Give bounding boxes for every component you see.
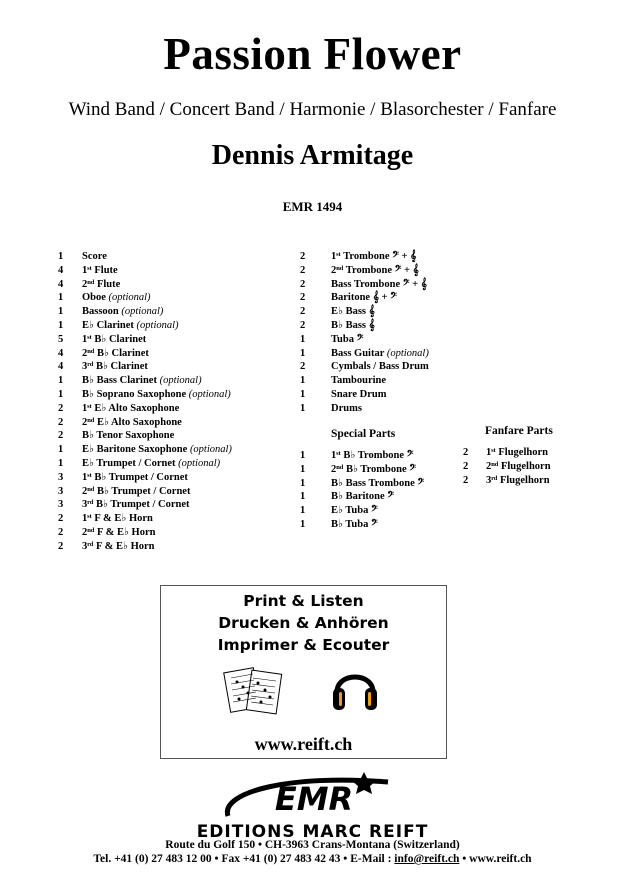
publisher-name: EDITIONS MARC REIFT bbox=[196, 822, 429, 842]
promo-line-german: Drucken & Anhören bbox=[218, 614, 389, 632]
part-name bbox=[82, 319, 179, 333]
part-quantity: 1 bbox=[300, 463, 306, 475]
part-row bbox=[300, 504, 460, 518]
part-instrument: E♭ Baritone Saxophone bbox=[82, 444, 188, 456]
catalog-number: EMR 1494 bbox=[282, 199, 343, 214]
part-row bbox=[58, 333, 298, 347]
part-name bbox=[82, 402, 179, 416]
part-row bbox=[300, 388, 460, 402]
website-link[interactable]: www.reift.ch bbox=[254, 734, 353, 754]
part-name bbox=[331, 291, 397, 305]
promo-line-english: Print & Listen bbox=[243, 592, 364, 610]
part-quantity: 2 bbox=[300, 264, 306, 276]
part-quantity: 2 bbox=[300, 278, 306, 290]
part-quantity: 4 bbox=[58, 361, 64, 373]
part-instrument: 3ʳᵈ B♭ Trumpet / Cornet bbox=[82, 499, 190, 511]
part-name bbox=[82, 512, 153, 526]
piece-title: Passion Flower bbox=[163, 29, 462, 79]
composer-name: Dennis Armitage bbox=[211, 140, 414, 171]
part-name bbox=[82, 498, 190, 512]
part-name bbox=[331, 490, 394, 504]
part-name bbox=[331, 449, 413, 463]
part-quantity: 5 bbox=[58, 333, 64, 345]
part-quantity: 3 bbox=[58, 471, 64, 483]
part-row bbox=[300, 347, 460, 361]
sheet-music-icon bbox=[223, 664, 285, 716]
part-quantity: 1 bbox=[58, 292, 64, 304]
part-quantity: 1 bbox=[58, 444, 64, 456]
part-quantity: 1 bbox=[300, 333, 306, 345]
part-instrument: Bassoon bbox=[82, 306, 119, 318]
part-quantity: 4 bbox=[58, 278, 64, 290]
part-instrument: 1ˢᵗ Flugelhorn bbox=[486, 447, 548, 458]
part-row bbox=[300, 360, 460, 374]
part-name bbox=[331, 402, 362, 416]
part-name bbox=[82, 305, 163, 319]
part-row bbox=[300, 291, 460, 305]
part-instrument: 2ⁿᵈ Flugelhorn bbox=[486, 460, 551, 472]
part-name bbox=[331, 360, 429, 374]
part-instrument: B♭ Bass Trombone 𝄢 bbox=[331, 477, 425, 489]
part-instrument: E♭ Tuba 𝄢 bbox=[331, 505, 378, 517]
part-name bbox=[331, 477, 424, 491]
part-instrument: 1ˢᵗ B♭ Clarinet bbox=[82, 333, 147, 345]
part-row bbox=[58, 347, 298, 361]
part-quantity: 2 bbox=[58, 430, 64, 442]
part-instrument: E♭ Trumpet / Cornet bbox=[82, 457, 176, 469]
part-quantity: 2 bbox=[300, 251, 306, 262]
part-row bbox=[58, 540, 298, 554]
part-quantity: 1 bbox=[300, 388, 306, 400]
parts-list-middle bbox=[300, 250, 460, 416]
part-instrument: 2ⁿᵈ B♭ Trombone 𝄢 bbox=[331, 463, 416, 475]
part-instrument: 2ⁿᵈ F & E♭ Horn bbox=[82, 526, 156, 538]
part-name bbox=[331, 305, 375, 319]
fanfare-parts-list bbox=[463, 446, 603, 487]
part-instrument: Tuba 𝄢 bbox=[331, 333, 364, 345]
part-quantity: 2 bbox=[463, 460, 469, 472]
part-instrument: B♭ Bass 𝄞 bbox=[331, 319, 375, 331]
promo-line-french: Imprimer & Ecouter bbox=[217, 636, 390, 654]
part-quantity: 4 bbox=[58, 347, 64, 359]
part-quantity: 2 bbox=[58, 540, 64, 552]
part-quantity: 1 bbox=[58, 457, 64, 469]
part-name bbox=[82, 278, 120, 292]
part-row bbox=[58, 512, 298, 526]
part-name bbox=[82, 457, 220, 471]
part-row bbox=[58, 374, 298, 388]
ensemble-subtitle: Wind Band / Concert Band / Harmonie / Blasorchester / Fanfare bbox=[68, 99, 557, 120]
part-quantity: 1 bbox=[300, 491, 306, 503]
part-row bbox=[463, 446, 603, 460]
emr-logo bbox=[210, 772, 415, 824]
part-row bbox=[58, 278, 298, 292]
part-name bbox=[82, 526, 155, 540]
part-name bbox=[82, 374, 202, 388]
part-name bbox=[331, 463, 416, 477]
web-address[interactable]: • www.reift.ch bbox=[459, 853, 532, 865]
part-row bbox=[300, 264, 460, 278]
part-row bbox=[58, 305, 298, 319]
part-instrument: E♭ Clarinet bbox=[82, 319, 134, 331]
part-name bbox=[82, 347, 149, 361]
part-name bbox=[331, 264, 419, 278]
part-row bbox=[58, 526, 298, 540]
part-quantity: 1 bbox=[300, 402, 306, 414]
fanfare-parts-heading: Fanfare Parts bbox=[485, 425, 553, 437]
part-optional-note: (optional) bbox=[108, 292, 151, 304]
part-quantity: 2 bbox=[300, 306, 306, 318]
part-name bbox=[82, 291, 151, 305]
part-quantity: 3 bbox=[58, 499, 64, 511]
part-row bbox=[300, 250, 460, 264]
part-name bbox=[331, 250, 416, 264]
part-instrument: Oboe bbox=[82, 292, 106, 304]
part-name bbox=[331, 518, 378, 532]
part-instrument: 2ⁿᵈ Flute bbox=[82, 278, 121, 290]
part-instrument: Bass Guitar bbox=[331, 347, 385, 359]
part-row bbox=[58, 402, 298, 416]
part-quantity: 1 bbox=[300, 347, 306, 359]
print-listen-box[interactable] bbox=[160, 585, 447, 759]
part-row bbox=[58, 319, 298, 333]
part-row bbox=[300, 305, 460, 319]
part-quantity: 1 bbox=[300, 505, 306, 517]
part-optional-note: (optional) bbox=[121, 306, 164, 318]
part-name bbox=[82, 250, 107, 264]
part-quantity: 4 bbox=[58, 264, 64, 276]
part-instrument: E♭ Bass 𝄞 bbox=[331, 306, 375, 318]
part-instrument: B♭ Tenor Saxophone bbox=[82, 430, 175, 442]
part-row bbox=[58, 264, 298, 278]
part-row bbox=[58, 429, 298, 443]
part-row bbox=[300, 463, 460, 477]
part-quantity: 2 bbox=[58, 416, 64, 428]
part-name bbox=[82, 443, 232, 457]
part-instrument: 1ˢᵗ B♭ Trumpet / Cornet bbox=[82, 471, 188, 483]
part-name bbox=[82, 540, 155, 554]
part-name bbox=[331, 374, 386, 388]
part-row bbox=[300, 449, 460, 463]
part-instrument: 3ʳᵈ F & E♭ Horn bbox=[82, 540, 155, 552]
part-optional-note: (optional) bbox=[188, 388, 231, 400]
part-instrument: Drums bbox=[331, 402, 362, 414]
part-quantity: 2 bbox=[300, 292, 306, 304]
email-link[interactable]: info@reift.ch bbox=[394, 853, 460, 865]
part-instrument: 1ˢᵗ B♭ Trombone 𝄢 bbox=[331, 450, 414, 461]
part-instrument: 2ⁿᵈ Trombone 𝄢 + 𝄞 bbox=[331, 264, 419, 276]
part-quantity: 2 bbox=[463, 474, 469, 486]
special-parts-list bbox=[300, 449, 460, 532]
part-row bbox=[300, 319, 460, 333]
part-instrument: Snare Drum bbox=[331, 388, 387, 400]
part-name bbox=[331, 278, 427, 292]
part-instrument: 2ⁿᵈ B♭ Clarinet bbox=[82, 347, 149, 359]
part-instrument: 1ˢᵗ F & E♭ Horn bbox=[82, 513, 153, 525]
part-name bbox=[82, 416, 182, 430]
part-row bbox=[300, 477, 460, 491]
part-row bbox=[300, 402, 460, 416]
part-row bbox=[58, 485, 298, 499]
part-row bbox=[300, 490, 460, 504]
part-instrument: B♭ Soprano Saxophone bbox=[82, 388, 187, 400]
part-quantity: 1 bbox=[300, 477, 306, 489]
part-row bbox=[300, 278, 460, 292]
parts-list-left bbox=[58, 250, 298, 554]
part-row bbox=[300, 333, 460, 347]
part-name bbox=[82, 429, 174, 443]
part-quantity: 1 bbox=[300, 375, 306, 387]
part-quantity: 2 bbox=[58, 402, 64, 414]
part-row bbox=[58, 471, 298, 485]
headphones-icon bbox=[331, 662, 379, 714]
part-row bbox=[58, 443, 298, 457]
part-row bbox=[58, 250, 298, 264]
part-quantity: 1 bbox=[300, 518, 306, 530]
part-optional-note: (optional) bbox=[178, 457, 221, 469]
part-name bbox=[331, 504, 378, 518]
part-row bbox=[300, 518, 460, 532]
part-row bbox=[463, 460, 603, 474]
part-optional-note: (optional) bbox=[159, 375, 202, 387]
special-parts-heading: Special Parts bbox=[331, 428, 396, 440]
part-instrument: 2ⁿᵈ B♭ Trumpet / Cornet bbox=[82, 485, 191, 497]
part-name bbox=[486, 446, 548, 460]
part-quantity: 1 bbox=[58, 375, 64, 387]
part-name bbox=[331, 388, 387, 402]
part-name bbox=[486, 460, 551, 474]
emr-logo-text: EMR bbox=[274, 780, 354, 818]
publisher-address: Route du Golf 150 • CH-3963 Crans-Montana (Switzerland) bbox=[165, 839, 460, 851]
part-quantity: 1 bbox=[58, 388, 64, 400]
part-instrument: Baritone 𝄞 + 𝄢 bbox=[331, 292, 397, 304]
part-optional-note: (optional) bbox=[386, 347, 429, 359]
part-instrument: B♭ Tuba 𝄢 bbox=[331, 518, 378, 530]
part-row bbox=[463, 474, 603, 488]
part-optional-note: (optional) bbox=[136, 319, 179, 331]
part-name bbox=[331, 333, 363, 347]
part-quantity: 2 bbox=[58, 526, 64, 538]
publisher-contact bbox=[0, 853, 625, 865]
part-instrument: Cymbals / Bass Drum bbox=[331, 361, 429, 373]
part-row bbox=[58, 388, 298, 402]
part-row bbox=[58, 457, 298, 471]
part-row bbox=[58, 498, 298, 512]
part-instrument: 1ˢᵗ E♭ Alto Saxophone bbox=[82, 402, 180, 414]
part-instrument: Bass Trombone 𝄢 + 𝄞 bbox=[331, 278, 427, 290]
part-quantity: 2 bbox=[58, 513, 64, 525]
part-instrument: Tambourine bbox=[331, 375, 387, 387]
part-instrument: 3ʳᵈ Flugelhorn bbox=[486, 474, 550, 486]
part-name bbox=[82, 360, 148, 374]
part-row bbox=[58, 416, 298, 430]
part-instrument: B♭ Bass Clarinet bbox=[82, 375, 157, 387]
part-quantity: 2 bbox=[300, 361, 306, 373]
part-instrument: 3ʳᵈ B♭ Clarinet bbox=[82, 361, 148, 373]
part-name bbox=[82, 333, 146, 347]
part-name bbox=[82, 471, 188, 485]
part-quantity: 1 bbox=[300, 450, 306, 461]
part-name bbox=[82, 485, 190, 499]
part-quantity: 1 bbox=[58, 306, 64, 318]
part-quantity: 1 bbox=[58, 319, 64, 331]
part-instrument: 1ˢᵗ Trombone 𝄢 + 𝄞 bbox=[331, 251, 417, 262]
part-quantity: 1 bbox=[58, 251, 64, 262]
part-row bbox=[58, 291, 298, 305]
phone-fax: Tel. +41 (0) 27 483 12 00 • Fax +41 (0) 27 483 42 43 • E-Mail : bbox=[93, 853, 395, 865]
part-instrument: 2ⁿᵈ E♭ Alto Saxophone bbox=[82, 416, 182, 428]
part-instrument: 1ˢᵗ Flute bbox=[82, 264, 118, 276]
part-name bbox=[486, 474, 550, 488]
part-optional-note: (optional) bbox=[189, 444, 232, 456]
part-quantity: 2 bbox=[463, 447, 469, 458]
part-name bbox=[82, 388, 231, 402]
part-name bbox=[331, 319, 375, 333]
part-name bbox=[82, 264, 118, 278]
part-row bbox=[58, 360, 298, 374]
part-quantity: 3 bbox=[58, 485, 64, 497]
part-instrument: Score bbox=[82, 251, 107, 262]
part-name bbox=[331, 347, 429, 361]
part-quantity: 2 bbox=[300, 319, 306, 331]
part-instrument: B♭ Baritone 𝄢 bbox=[331, 491, 395, 503]
part-row bbox=[300, 374, 460, 388]
